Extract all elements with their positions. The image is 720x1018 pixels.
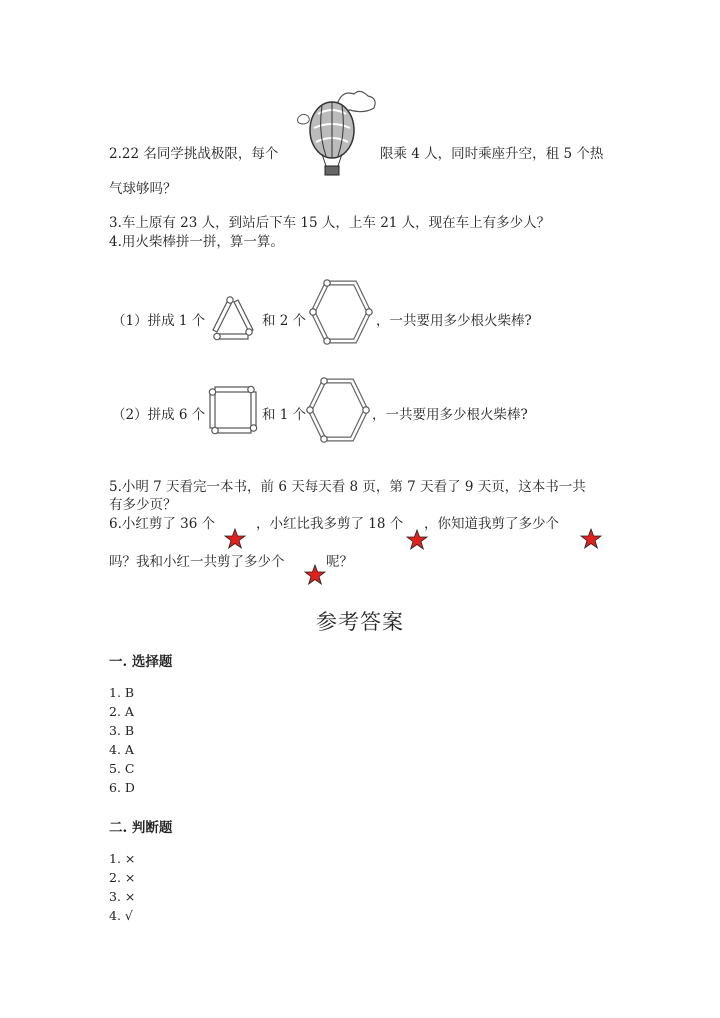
hot-air-balloon-icon — [288, 84, 380, 178]
q6-c: ，你知道我剪了多少个 — [424, 516, 559, 532]
q4-part1-b: 和 2 个 — [262, 313, 307, 329]
q4-part1-c: ，一共要用多少根火柴棒? — [376, 313, 532, 329]
q2-line1a: 2.22 名同学挑战极限，每个 — [109, 146, 279, 162]
q6-d: 吗？我和小红一共剪了多少个 — [109, 554, 285, 570]
q6-e: 呢？ — [326, 554, 353, 570]
answer-item: 4. A — [109, 742, 134, 757]
answer-item: 2. × — [109, 870, 136, 885]
matchstick-hexagon-icon — [306, 376, 372, 446]
q4-part1-a: （1）拼成 1 个 — [112, 313, 206, 329]
answer-item: 5. C — [109, 761, 135, 776]
q2-line2: 气球够吗？ — [109, 181, 177, 197]
matchstick-hexagon-icon — [309, 278, 375, 348]
star-icon — [224, 528, 246, 550]
answer-item: 3. B — [109, 723, 135, 738]
answer-item: 6. D — [109, 780, 135, 795]
q5-line2: 有多少页？ — [109, 497, 177, 513]
q5-line1: 5.小明 7 天看完一本书，前 6 天每天看 8 页，第 7 天看了 9 天页，这本书一共 — [109, 479, 586, 495]
answer-item: 1. × — [109, 851, 136, 866]
q6-a: 6.小红剪了 36 个 — [109, 516, 216, 532]
answer-item: 3. × — [109, 889, 136, 904]
answer-item: 2. A — [109, 704, 134, 719]
star-icon — [580, 528, 602, 550]
answer-item: 1. B — [109, 685, 135, 700]
q4-part2-c: ，一共要用多少根火柴棒? — [372, 407, 528, 423]
section2-heading: 二. 判断题 — [109, 820, 173, 836]
matchstick-triangle-icon — [208, 294, 258, 344]
matchstick-square-icon — [207, 384, 259, 436]
q4-part2-a: （2）拼成 6 个 — [112, 407, 206, 423]
q4-part2-b: 和 1 个 — [262, 407, 307, 423]
q2-line1b: 限乘 4 人，同时乘座升空，租 5 个热 — [380, 146, 604, 162]
answers-title: 参考答案 — [316, 610, 404, 634]
q3-text: 3.车上原有 23 人，到站后下车 15 人，上车 21 人，现在车上有多少人？ — [109, 215, 551, 231]
answer-item: 4. √ — [109, 908, 133, 923]
q6-b: ，小红比我多剪了 18 个 — [256, 516, 404, 532]
q4-title: 4.用火柴棒拼一拼，算一算。 — [109, 234, 284, 250]
section1-heading: 一. 选择题 — [109, 654, 173, 670]
star-icon — [304, 564, 326, 586]
